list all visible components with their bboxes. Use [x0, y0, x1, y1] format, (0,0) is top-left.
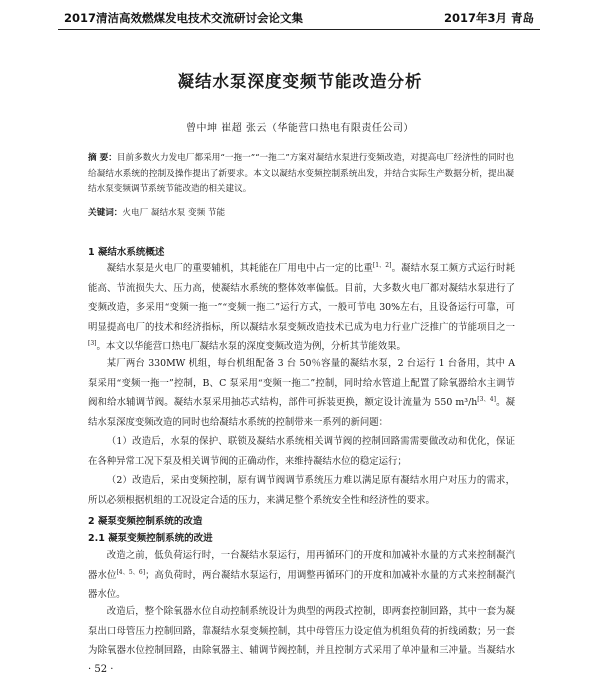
abstract: [88, 151, 514, 198]
paper-title: 凝结水泵深度变频节能改造分析: [177, 72, 423, 91]
section-1-paragraph-3: （1）改造后，水泵的保护、联锁及凝结水系统相关调节阀的控制回路需需要做改动和优化，保证在各种异常工况下泵及相关调节阀的正确动作，来维持凝结水位的稳定运行；: [88, 436, 515, 467]
running-head: [64, 10, 534, 26]
running-head-left: 2017清洁高效燃煤发电技术交流研讨会论文集: [64, 11, 304, 25]
keywords-text: 火电厂 凝结水泵 变频 节能: [122, 208, 226, 218]
header-rule: [58, 29, 540, 30]
section-1-paragraph-4: （2）改造后，采由变频控制，原有调节阀调节系统压力难以满足原有凝结水用户对压力的需求，所以必须根据机组的工况设定合适的压力，来满足整个系统安全性和经济性的要求。: [88, 475, 515, 506]
section-2-paragraph-2: 改造后，整个除氧器水位自动控制系统设计为典型的两段式控制，即两套控制回路，其中一套为凝泵出口母管压力控制回路，靠凝结水泵变频控制，其中母管压力设定值为机组负荷的折线函数；另一套为除氧器水位控制回路，由除氧器主、辅调节阀控制，并且控制方式采用了单冲量和三冲量。当凝结水: [88, 606, 515, 656]
keywords-label: 关键词：: [88, 208, 123, 218]
section-2-paragraph-1: 改造之前，低负荷运行时，一台凝结水泵运行，用再循环门的开度和加减补水量的方式来控制凝汽器水位[4、5、6]；高负荷时，两台凝结水泵运行，用调整再循环门的开度和加减补水量的方式来控制凝汽器水位。: [88, 550, 515, 600]
authors-line: 曾中坤 崔超 张云（华能营口热电有限责任公司）: [186, 123, 414, 134]
section-1-paragraph-2: 某厂两台 330MW 机组，每台机组配备 3 台 50％容量的凝结水泵，2 台运行 1 台备用，其中 A 泵采用“变频一拖一”控制，B、C 泵采用“变频一拖二”控制，同时给水管道上配置了除氧器给水主调节阀和给水辅调节阀。凝结水泵采用抽芯式结构，部件可拆装更换，额定设计流量为 550 m³/h[3、4]。凝结水泵深度变频改造的同时也给凝结水系统的控制带来一系列的新问题：: [88, 358, 515, 428]
page-number: · 52 ·: [88, 664, 114, 675]
running-head-right: 2017年3月 青岛: [443, 11, 534, 25]
section-1-paragraph-1: 凝结水泵是火电厂的重要辅机，其耗能在厂用电中占一定的比重[1、2]。凝结水泵工频方式运行时耗能高、节流损失大、压力高，使凝结水系统的整体效率偏低。目前，大多数火电厂都对凝结水泵进行了变频改造，多采用“变频一拖一”“变频一拖二”运行方式，一般可节电 30%左右，且设备运行可靠，可明显提高电厂的技术和经济指标，所以凝结水泵变频改造技术已成为电力行业广泛推广的节能项目之一[3]。本文以华能营口热电厂凝结水泵的深度变频改造为例，分析其节能效果。: [88, 261, 515, 352]
section-2-heading: 2 凝泵变频控制系统的改造: [88, 516, 203, 527]
section-2-1-heading: 2.1 凝泵变频控制系统的改进: [88, 533, 213, 544]
abstract-label: 摘 要：: [88, 153, 117, 163]
section-1-heading: 1 凝结水系统概述: [88, 247, 165, 258]
keywords: [88, 206, 514, 218]
abstract-text: 目前多数火力发电厂都采用“一拖一”“一拖二”方案对凝结水泵进行变频改造，对提高电厂经济性的同时也给凝结水系统的控制及操作提出了新要求。本文以凝结水变频控制系统出发，并结合实际生产数据分析，提出凝结水泵变频调节系统节能改造的相关建议。: [88, 153, 515, 194]
